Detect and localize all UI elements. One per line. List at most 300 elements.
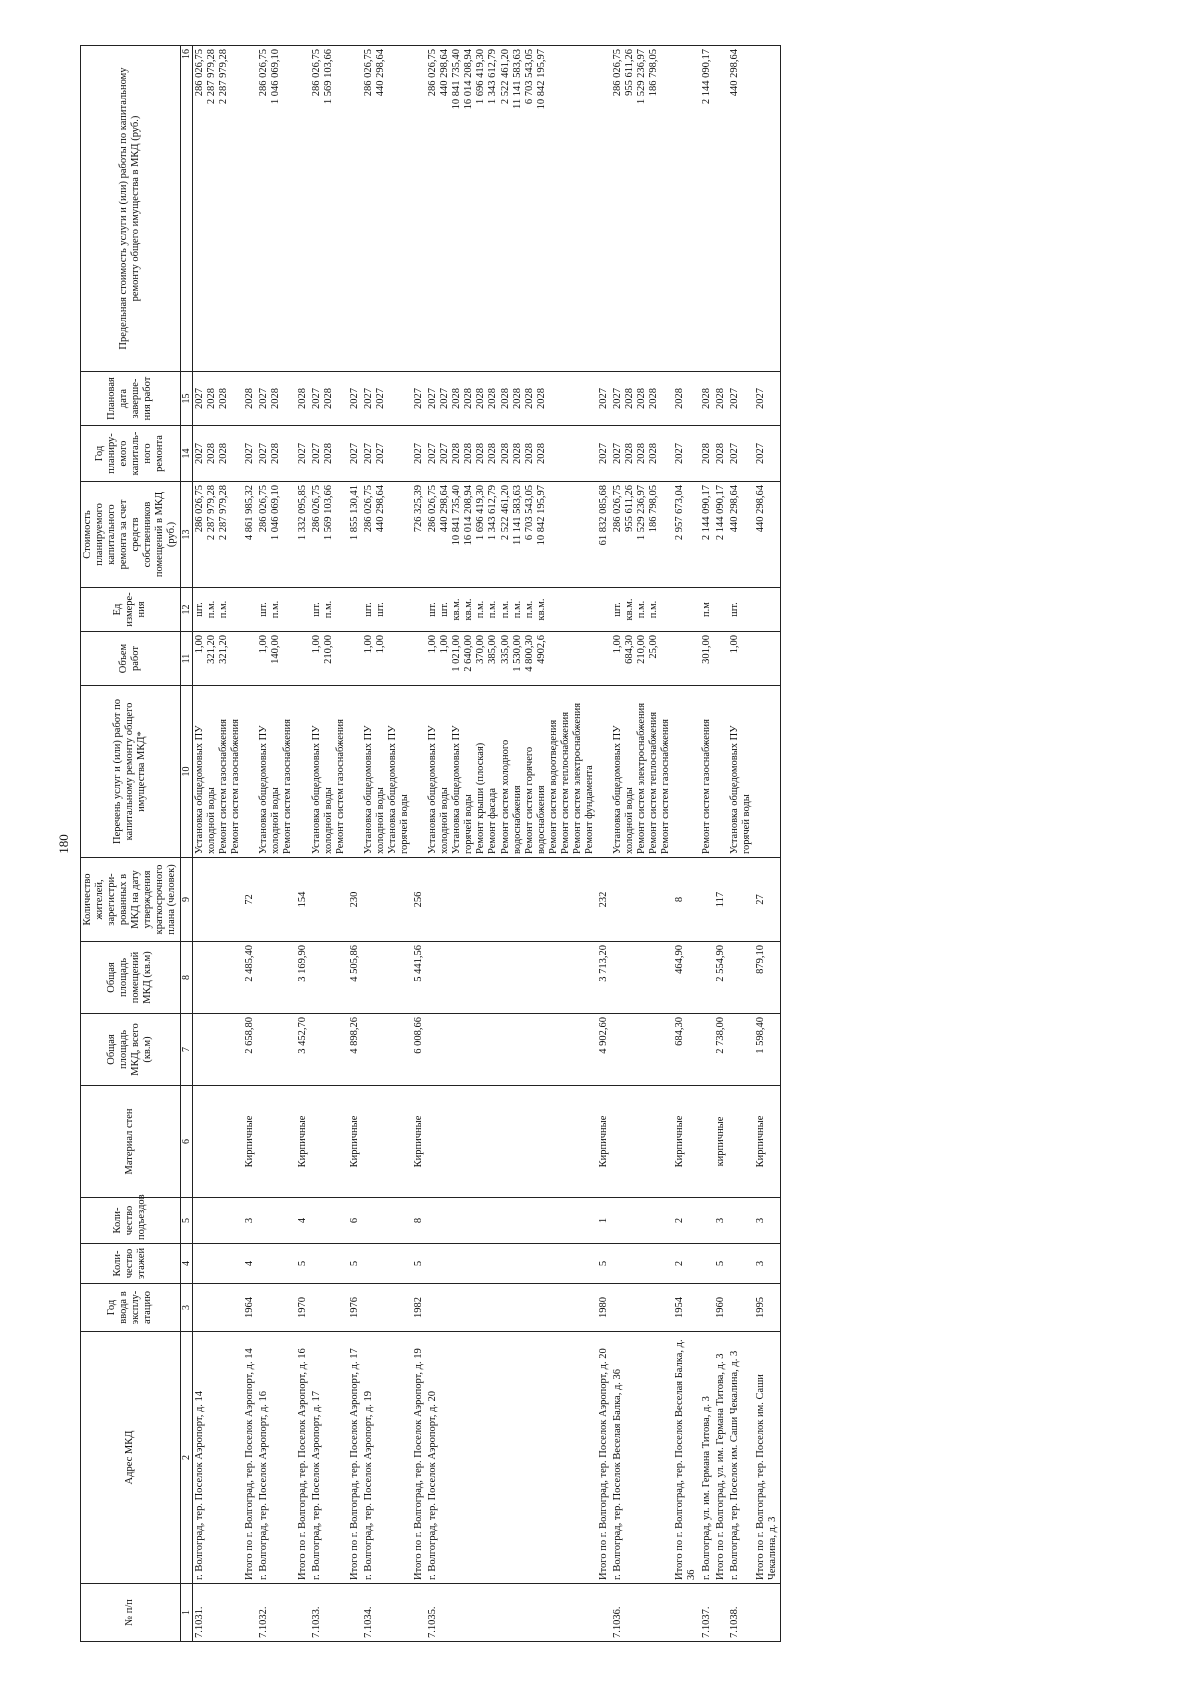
row-number: 7.1035.	[427, 1606, 439, 1638]
limit-cost: 11 141 583,63	[511, 49, 523, 109]
floors: 5	[598, 1260, 609, 1267]
total-year: 2027	[674, 443, 686, 464]
column-number: 3	[180, 1284, 193, 1332]
wall-material: Кирпичные	[348, 1115, 360, 1168]
area-rooms: 464,90	[674, 945, 686, 974]
work-volume: 1,00	[374, 635, 386, 654]
total-cost: 1 332 095,85	[296, 485, 308, 541]
wall-material: Кирпичные	[244, 1115, 256, 1168]
unit: п.м.	[523, 600, 535, 619]
work-cost: 955 611,26	[624, 485, 636, 532]
repair-year: 2028	[535, 443, 547, 464]
item-row	[310, 46, 348, 1642]
limit-cost: 2 287 979,28	[218, 49, 230, 105]
repair-year: 2027	[374, 443, 386, 464]
unit: п.м.	[206, 600, 218, 619]
residents: 232	[598, 891, 609, 908]
column-number: 9	[180, 858, 193, 942]
repair-year: 2028	[511, 443, 523, 464]
item-row	[362, 46, 412, 1642]
work-type: Установка общедомовых ПУ горячей воды	[728, 725, 752, 854]
unit: кв.м.	[463, 598, 475, 621]
total-cost: 61 832 085,68	[598, 485, 609, 546]
work-type: Установка общедомовых ПУ холодной воды	[612, 725, 636, 854]
area-rooms: 2 554,90	[714, 945, 726, 982]
residents: 117	[714, 891, 726, 908]
work-type: Установка общедомовых ПУ холодной воды	[194, 725, 218, 854]
end-date: 2027	[362, 388, 374, 409]
work-type: Ремонт систем холодного водоснабжения	[499, 739, 523, 854]
area-total: 4 898,26	[348, 1017, 360, 1054]
unit: п.м.	[270, 600, 282, 619]
column-number: 8	[180, 942, 193, 1014]
work-cost: 2 287 979,28	[206, 485, 218, 541]
entrances: 1	[598, 1217, 609, 1224]
limit-cost: 1 343 612,79	[487, 49, 499, 105]
unit: шт.	[427, 602, 439, 617]
row-number: 7.1032.	[258, 1606, 270, 1638]
end-date: 2028	[206, 388, 218, 409]
end-date: 2028	[624, 388, 636, 409]
column-number: 6	[180, 1086, 193, 1198]
area-total: 3 452,70	[296, 1017, 308, 1054]
column-number: 7	[180, 1014, 193, 1086]
mkd-address: г. Волгоград, тер. Поселок Аэропорт, д. 14	[194, 1390, 205, 1580]
column-number: 15	[180, 372, 193, 426]
repair-year: 2028	[322, 443, 334, 464]
work-cost: 286 026,75	[194, 485, 205, 533]
floors: 5	[296, 1260, 308, 1267]
repair-year: 2028	[636, 443, 648, 464]
total-row	[243, 46, 257, 1642]
work-volume: 210,00	[322, 635, 334, 664]
area-rooms: 3 713,20	[598, 945, 609, 982]
work-type: Установка общедомовых ПУ холодной воды	[258, 725, 282, 854]
end-date: 2028	[487, 388, 499, 409]
total-address: Итого по г. Волгоград, тер. Поселок Аэропорт, д. 17	[348, 1348, 360, 1580]
unit: п.м.	[322, 600, 334, 619]
residents: 27	[754, 894, 766, 905]
repair-year: 2027	[258, 443, 270, 464]
total-year: 2027	[754, 443, 766, 464]
end-date: 2027	[612, 388, 624, 409]
limit-cost: 286 026,75	[427, 49, 439, 97]
work-volume: 1,00	[194, 635, 205, 654]
repair-year: 2028	[475, 443, 487, 464]
column-header: Адрес МКД	[81, 1332, 181, 1584]
work-cost: 2 522 461,20	[499, 485, 511, 541]
mkd-address: г. Волгоград, тер. Поселок Веселая Балка, д. 36	[612, 1368, 624, 1580]
area-total: 6 008,66	[413, 1017, 425, 1054]
mkd-address: г. Волгоград, тер. Поселок Аэропорт, д. 20	[427, 1390, 439, 1580]
limit-cost: 286 026,75	[310, 49, 322, 97]
work-type: Ремонт систем электроснабжения	[571, 702, 583, 854]
unit: шт.	[612, 602, 624, 617]
work-type: Ремонт фасада	[487, 787, 499, 854]
column-header: Год планиру-емого капиталь-ного ремонта	[81, 426, 181, 482]
mkd-address: г. Волгоград, тер. Поселок им. Саши Чекалина, д. 3	[728, 1350, 740, 1580]
work-type: Ремонт систем теплоснабжения	[648, 711, 660, 854]
end-date: 2028	[523, 388, 535, 409]
end-date: 2028	[700, 388, 712, 409]
limit-cost: 440 298,64	[374, 49, 386, 97]
column-number: 13	[180, 482, 193, 588]
rotated-sheet	[52, 46, 1198, 1642]
work-volume: 1,00	[258, 635, 270, 654]
work-type: Ремонт крыши (плоская)	[475, 742, 487, 854]
total-row	[754, 46, 781, 1642]
limit-cost: 186 798,05	[648, 49, 660, 97]
work-type: Установка общедомовых ПУ горячей воды	[386, 725, 410, 854]
floors: 5	[714, 1260, 726, 1267]
row-number: 7.1036.	[612, 1606, 624, 1638]
page-number: 180	[56, 834, 71, 854]
limit-cost: 2 144 090,17	[700, 49, 712, 105]
column-header: Предельная стоимость услуги и (или) работы по капитальному ремонту общего имущества в МКД (руб.)	[81, 46, 181, 372]
column-header: Материал стен	[81, 1086, 181, 1198]
work-volume: 210,00	[636, 635, 648, 664]
work-volume: 1 530,00	[511, 635, 523, 672]
repair-year: 2028	[624, 443, 636, 464]
work-type: Установка общедомовых ПУ холодной воды	[310, 725, 334, 854]
total-end: 2027	[598, 388, 609, 409]
repair-year: 2028	[487, 443, 499, 464]
year-built: 1980	[598, 1297, 609, 1318]
work-volume: 370,00	[475, 635, 487, 664]
unit: п.м.	[511, 600, 523, 619]
entrances: 4	[296, 1217, 308, 1224]
work-cost: 1 046 069,10	[270, 485, 282, 541]
wall-material: Кирпичные	[598, 1115, 609, 1168]
total-end: 2028	[674, 388, 686, 409]
work-type: Ремонт систем газоснабжения	[282, 719, 294, 854]
unit: шт.	[194, 602, 205, 617]
repair-year: 2028	[523, 443, 535, 464]
unit: кв.м.	[624, 598, 636, 621]
end-date: 2027	[374, 388, 386, 409]
residents: 230	[348, 891, 360, 908]
column-header: Плановая дата заверше-ния работ	[81, 372, 181, 426]
year-built: 1976	[348, 1297, 360, 1318]
end-date: 2027	[194, 388, 205, 409]
item-row	[728, 46, 754, 1642]
limit-cost: 286 026,75	[258, 49, 270, 97]
year-built: 1954	[674, 1297, 686, 1318]
column-number: 11	[180, 632, 193, 686]
work-type: Ремонт систем водоотведения	[547, 719, 559, 854]
mkd-address: г. Волгоград, тер. Поселок Аэропорт, д. 16	[258, 1390, 270, 1580]
total-year: 2027	[244, 443, 256, 464]
work-cost: 1 569 103,66	[322, 485, 334, 541]
entrances: 3	[244, 1217, 256, 1224]
row-number: 7.1034.	[362, 1606, 374, 1638]
end-date: 2028	[511, 388, 523, 409]
year-built: 1964	[244, 1297, 256, 1318]
area-rooms: 4 505,86	[348, 945, 360, 982]
repair-year: 2027	[362, 443, 374, 464]
unit: шт.	[258, 602, 270, 617]
total-end: 2027	[754, 388, 766, 409]
total-cost: 1 855 130,41	[348, 485, 360, 541]
area-rooms: 2 485,40	[244, 945, 256, 982]
column-number: 10	[180, 686, 193, 858]
mkd-address: г. Волгоград, тер. Поселок Аэропорт, д. 19	[362, 1390, 374, 1580]
work-cost: 440 298,64	[728, 485, 740, 533]
area-rooms: 5 441,56	[413, 945, 425, 982]
limit-cost: 440 298,64	[439, 49, 451, 97]
area-total: 1 598,40	[754, 1017, 766, 1054]
work-type: Ремонт систем газоснабжения	[230, 719, 242, 854]
floors: 2	[674, 1260, 686, 1267]
area-total: 2 738,00	[714, 1017, 726, 1054]
work-volume: 1,00	[439, 635, 451, 654]
total-address: Итого по г. Волгоград, тер. Поселок Аэропорт, д. 19	[413, 1348, 425, 1580]
column-header: Количество жителей, зарегистри-рованных в МКД на дату утверждения краткосрочного плана (человек)	[81, 858, 181, 942]
work-volume: 1,00	[728, 635, 740, 654]
area-total: 4 902,60	[598, 1017, 609, 1054]
repair-year: 2028	[270, 443, 282, 464]
work-volume: 1,00	[362, 635, 374, 654]
residents: 154	[296, 891, 308, 908]
limit-cost: 10 841 735,40	[451, 49, 463, 110]
column-number: 1	[180, 1584, 193, 1642]
total-end: 2027	[413, 388, 425, 409]
column-header: Ед измере-ния	[81, 588, 181, 632]
unit: п.м.	[636, 600, 648, 619]
total-year: 2027	[348, 443, 360, 464]
wall-material: Кирпичные	[296, 1115, 308, 1168]
total-end: 2027	[348, 388, 360, 409]
column-number-row	[180, 46, 193, 1642]
item-row	[611, 46, 673, 1642]
work-volume: 1,00	[612, 635, 624, 654]
unit: п.м.	[218, 600, 230, 619]
limit-cost: 440 298,64	[728, 49, 740, 97]
work-type: Установка общедомовых ПУ горячей воды	[451, 725, 475, 854]
limit-cost: 1 529 236,97	[636, 49, 648, 105]
total-cost: 440 298,64	[754, 485, 766, 533]
entrances: 2	[674, 1217, 686, 1224]
work-volume: 385,00	[487, 635, 499, 664]
total-year: 2027	[413, 443, 425, 464]
limit-cost: 1 696 419,30	[475, 49, 487, 105]
total-cost: 2 144 090,17	[714, 485, 726, 541]
column-header: Год ввода в эксплу-атацию	[81, 1284, 181, 1332]
repair-year: 2028	[206, 443, 218, 464]
residents: 8	[674, 896, 686, 903]
column-header: Коли-чество подъездов	[81, 1198, 181, 1244]
limit-cost: 286 026,75	[194, 49, 205, 97]
repair-year: 2028	[218, 443, 230, 464]
total-row	[348, 46, 362, 1642]
work-cost: 10 842 195,97	[535, 485, 547, 546]
wall-material: Кирпичные	[674, 1115, 686, 1168]
end-date: 2028	[463, 388, 475, 409]
work-type: Установка общедомовых ПУ холодной воды	[362, 725, 386, 854]
limit-cost: 1 046 069,10	[270, 49, 282, 105]
unit: шт.	[362, 602, 374, 617]
total-address: Итого по г. Волгоград, ул. им. Германа Титова, д. 3	[714, 1353, 726, 1580]
work-volume: 335,00	[499, 635, 511, 664]
work-cost: 286 026,75	[362, 485, 374, 533]
work-volume: 321,20	[218, 635, 230, 664]
total-cost: 726 325,39	[413, 485, 425, 533]
column-number: 5	[180, 1198, 193, 1244]
work-type: Ремонт систем теплоснабжения	[559, 711, 571, 854]
year-built: 1995	[754, 1297, 766, 1318]
column-header: Общая площадь МКД, всего (кв.м)	[81, 1014, 181, 1086]
floors: 3	[754, 1260, 766, 1267]
total-row	[412, 46, 426, 1642]
total-year: 2028	[714, 443, 726, 464]
work-cost: 2 287 979,28	[218, 485, 230, 541]
total-year: 2027	[598, 443, 609, 464]
work-volume: 1 021,00	[451, 635, 463, 672]
repair-year: 2027	[439, 443, 451, 464]
limit-cost: 2 287 979,28	[206, 49, 218, 105]
end-date: 2027	[310, 388, 322, 409]
row-number: 7.1031.	[194, 1606, 205, 1638]
column-header: Общая площадь помещений МКД (кв.м)	[81, 942, 181, 1014]
unit: п.м.	[648, 600, 660, 619]
unit: шт.	[728, 602, 740, 617]
year-built: 1960	[714, 1297, 726, 1318]
repair-year: 2027	[612, 443, 624, 464]
area-total: 2 658,80	[244, 1017, 256, 1054]
end-date: 2027	[439, 388, 451, 409]
unit: п.м.	[475, 600, 487, 619]
work-volume: 2 640,00	[463, 635, 475, 672]
repair-year: 2027	[310, 443, 322, 464]
end-date: 2028	[322, 388, 334, 409]
work-cost: 286 026,75	[310, 485, 322, 533]
work-volume: 4 800,30	[523, 635, 535, 672]
item-row	[426, 46, 597, 1642]
work-type: Ремонт фундамента	[583, 765, 595, 854]
work-cost: 440 298,64	[374, 485, 386, 533]
column-number: 14	[180, 426, 193, 482]
total-row	[673, 46, 699, 1642]
work-type: Ремонт систем электроснабжения	[636, 702, 648, 854]
end-date: 2028	[451, 388, 463, 409]
row-number: 7.1038.	[728, 1606, 740, 1638]
floors: 5	[348, 1260, 360, 1267]
work-cost: 286 026,75	[258, 485, 270, 533]
end-date: 2028	[475, 388, 487, 409]
year-built: 1970	[296, 1297, 308, 1318]
total-end: 2028	[714, 388, 726, 409]
floors: 5	[413, 1260, 425, 1267]
end-date: 2027	[427, 388, 439, 409]
area-rooms: 3 169,90	[296, 945, 308, 982]
unit: п.м	[700, 602, 712, 617]
work-cost: 1 529 236,97	[636, 485, 648, 541]
repair-year: 2028	[463, 443, 475, 464]
end-date: 2028	[648, 388, 660, 409]
residents: 256	[413, 891, 425, 908]
work-cost: 286 026,75	[427, 485, 439, 533]
column-number: 16	[180, 46, 193, 372]
year-built: 1982	[413, 1297, 425, 1318]
work-cost: 10 841 735,40	[451, 485, 463, 546]
work-volume: 321,20	[206, 635, 218, 664]
unit: кв.м.	[451, 598, 463, 621]
end-date: 2028	[636, 388, 648, 409]
total-address: Итого по г. Волгоград, тер. Поселок им. Саши Чекалина, д. 3	[754, 1374, 778, 1580]
unit: шт.	[374, 602, 386, 617]
entrances: 3	[714, 1217, 726, 1224]
limit-cost: 10 842 195,97	[535, 49, 547, 110]
repair-year: 2027	[427, 443, 439, 464]
residents: 72	[244, 894, 256, 905]
work-cost: 6 703 543,05	[523, 485, 535, 541]
wall-material: Кирпичные	[754, 1115, 766, 1168]
work-volume: 684,30	[624, 635, 636, 664]
work-volume: 1,00	[427, 635, 439, 654]
work-volume: 4902,6	[535, 635, 547, 664]
column-header: Коли-чество этажей	[81, 1244, 181, 1284]
limit-cost: 2 522 461,20	[499, 49, 511, 105]
work-type: Установка общедомовых ПУ холодной воды	[427, 725, 451, 854]
limit-cost: 286 026,75	[612, 49, 624, 97]
end-date: 2028	[535, 388, 547, 409]
limit-cost: 955 611,26	[624, 49, 636, 96]
work-cost: 2 144 090,17	[700, 485, 712, 541]
column-number: 4	[180, 1244, 193, 1284]
mkd-address: г. Волгоград, тер. Поселок Аэропорт, д. 17	[310, 1390, 322, 1580]
work-cost: 186 798,05	[648, 485, 660, 533]
entrances: 6	[348, 1217, 360, 1224]
work-cost: 440 298,64	[439, 485, 451, 533]
table-body	[193, 46, 781, 1642]
wall-material: кирпичные	[714, 1116, 726, 1167]
column-header: Объем работ	[81, 632, 181, 686]
work-cost: 1 343 612,79	[487, 485, 499, 541]
header-row	[81, 46, 181, 1642]
total-address: Итого по г. Волгоград, тер. Поселок Аэропорт, д. 20	[598, 1348, 609, 1580]
column-number: 12	[180, 588, 193, 632]
work-type: Ремонт систем газоснабжения	[660, 719, 672, 854]
work-volume: 1,00	[310, 635, 322, 654]
limit-cost: 1 569 103,66	[322, 49, 334, 105]
work-cost: 16 014 208,94	[463, 485, 475, 546]
total-year: 2027	[296, 443, 308, 464]
end-date: 2028	[218, 388, 230, 409]
total-row	[714, 46, 728, 1642]
limit-cost: 6 703 543,05	[523, 49, 535, 105]
total-row	[296, 46, 310, 1642]
work-type: Ремонт систем газоснабжения	[218, 719, 230, 854]
limit-cost: 16 014 208,94	[463, 49, 475, 110]
total-row	[597, 46, 611, 1642]
end-date: 2028	[499, 388, 511, 409]
item-row	[700, 46, 714, 1642]
repair-year: 2027	[728, 443, 740, 464]
column-number: 2	[180, 1332, 193, 1584]
row-number: 7.1033.	[310, 1606, 322, 1638]
end-date: 2028	[270, 388, 282, 409]
work-volume: 301,00	[700, 635, 712, 664]
unit: кв.м.	[535, 598, 547, 621]
entrances: 3	[754, 1217, 766, 1224]
total-address: Итого по г. Волгоград, тер. Поселок Аэропорт, д. 16	[296, 1348, 308, 1580]
total-cost: 4 861 985,32	[244, 485, 256, 541]
work-volume: 25,00	[648, 635, 660, 659]
work-volume: 140,00	[270, 635, 282, 664]
area-rooms: 879,10	[754, 945, 766, 974]
work-type: Ремонт систем газоснабжения	[334, 719, 346, 854]
work-type: Ремонт систем горячего водоснабжения	[523, 746, 547, 854]
